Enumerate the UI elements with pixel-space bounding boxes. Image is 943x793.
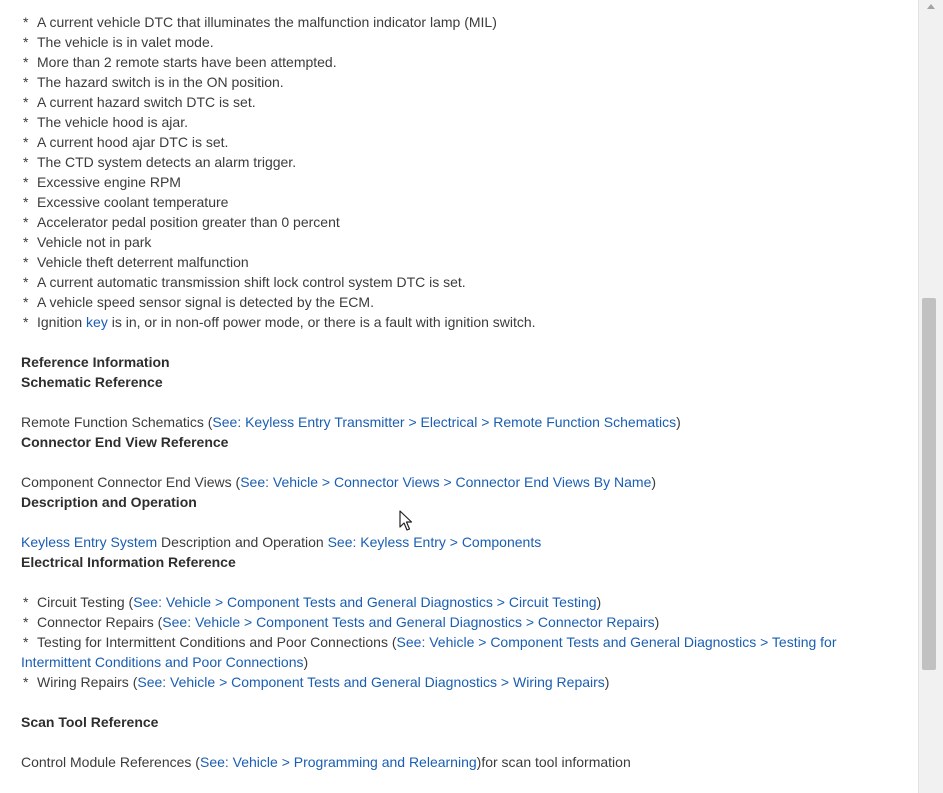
condition-text: Accelerator pedal position greater than 0 percent [37,214,340,230]
bullet: * [23,114,29,130]
schematic-link[interactable]: See: Keyless Entry Transmitter > Electrical > Remote Function Schematics [212,414,677,430]
bullet: * [23,614,29,630]
list-item: * Testing for Intermittent Conditions and Poor Connections (See: Vehicle > Component Tests and General Diagnostics > Testing for [23,634,837,650]
description-operation-heading: Description and Operation [21,494,197,510]
bullet: * [23,34,29,50]
list-item [21,132,918,152]
connector-repairs-link[interactable]: See: Vehicle > Component Tests and General Diagnostics > Connector Repairs [162,614,655,630]
bullet: * [23,14,29,30]
bullet: * [23,254,29,270]
condition-text: The vehicle hood is ajar. [37,114,188,130]
condition-text: A vehicle speed sensor signal is detected by the ECM. [37,294,374,310]
condition-text: Vehicle not in park [37,234,152,250]
list-item [21,152,918,172]
list-item: * Connector Repairs (See: Vehicle > Component Tests and General Diagnostics > Connector Repairs) [23,614,660,630]
bullet: * [23,174,29,190]
vertical-scrollbar[interactable] [918,0,943,793]
list-item: * Circuit Testing (See: Vehicle > Component Tests and General Diagnostics > Circuit Testing) [23,594,602,610]
scrollbar-thumb[interactable] [922,298,936,670]
bullet: * [23,54,29,70]
schematic-reference-heading: Schematic Reference [21,374,163,390]
wiring-repairs-link[interactable]: See: Vehicle > Component Tests and General Diagnostics > Wiring Repairs [137,674,605,690]
electrical-information-heading: Electrical Information Reference [21,554,236,570]
list-item [21,232,918,252]
connector-end-view-heading: Connector End View Reference [21,434,229,450]
bullet: * [23,154,29,170]
list-item: * Ignition key is in, or in non-off power mode, or there is a fault with ignition switch. [23,314,536,330]
list-item [21,92,918,112]
condition-text: A current hood ajar DTC is set. [37,134,229,150]
condition-text: A current hazard switch DTC is set. [37,94,256,110]
list-item [21,252,918,272]
keyless-entry-components-link[interactable]: See: Keyless Entry > Components [327,534,542,550]
circuit-testing-link[interactable]: See: Vehicle > Component Tests and General Diagnostics > Circuit Testing [133,594,597,610]
condition-text: A current vehicle DTC that illuminates the malfunction indicator lamp (MIL) [37,14,497,30]
bullet: * [23,234,29,250]
schematic-line: Remote Function Schematics (See: Keyless Entry Transmitter > Electrical > Remote Function Schematics) [21,414,681,430]
condition-text: More than 2 remote starts have been attempted. [37,54,337,70]
key-link[interactable]: key [86,314,108,330]
condition-text: The CTD system detects an alarm trigger. [37,154,297,170]
conditions-list [21,12,918,312]
bullet: * [23,294,29,310]
bullet: * [23,134,29,150]
list-item [21,292,918,312]
list-item [21,172,918,192]
bullet: * [23,674,29,690]
bullet: * [23,594,29,610]
list-item [21,212,918,232]
intermittent-conditions-link[interactable]: See: Vehicle > Component Tests and General Diagnostics > Testing for [396,634,837,650]
scroll-up-arrow-icon[interactable] [927,4,935,9]
intermittent-conditions-link-cont[interactable]: Intermittent Conditions and Poor Connections [21,654,304,670]
list-item [21,12,918,32]
list-item [21,272,918,292]
scan-tool-line: Control Module References (See: Vehicle > Programming and Relearning)for scan tool information [21,754,631,770]
description-line: Keyless Entry System Description and Operation See: Keyless Entry > Components [21,534,542,550]
scan-tool-heading: Scan Tool Reference [21,714,159,730]
condition-text: Vehicle theft deterrent malfunction [37,254,249,270]
condition-text: The vehicle is in valet mode. [37,34,214,50]
reference-information-heading: Reference Information [21,354,170,370]
bullet: * [23,634,29,650]
condition-text: The hazard switch is in the ON position. [37,74,284,90]
bullet: * [23,194,29,210]
bullet: * [23,94,29,110]
bullet: * [23,274,29,290]
condition-text: A current automatic transmission shift lock control system DTC is set. [37,274,466,290]
list-item: * Wiring Repairs (See: Vehicle > Component Tests and General Diagnostics > Wiring Repairs) [23,674,610,690]
keyless-entry-system-link[interactable]: Keyless Entry System [21,534,158,550]
list-item [21,112,918,132]
connector-line: Component Connector End Views (See: Vehicle > Connector Views > Connector End Views By Name) [21,474,657,490]
condition-text: Excessive coolant temperature [37,194,229,210]
bullet: * [23,74,29,90]
list-item [21,192,918,212]
condition-text: Excessive engine RPM [37,174,181,190]
list-item [21,32,918,52]
list-item [21,52,918,72]
connector-views-link[interactable]: See: Vehicle > Connector Views > Connector End Views By Name [240,474,652,490]
bullet: * [23,314,29,330]
list-item [21,72,918,92]
mouse-cursor-icon [399,510,413,532]
list-item-continuation: Intermittent Conditions and Poor Connections) [21,654,309,670]
bullet: * [23,214,29,230]
programming-relearning-link[interactable]: See: Vehicle > Programming and Relearning [199,754,477,770]
